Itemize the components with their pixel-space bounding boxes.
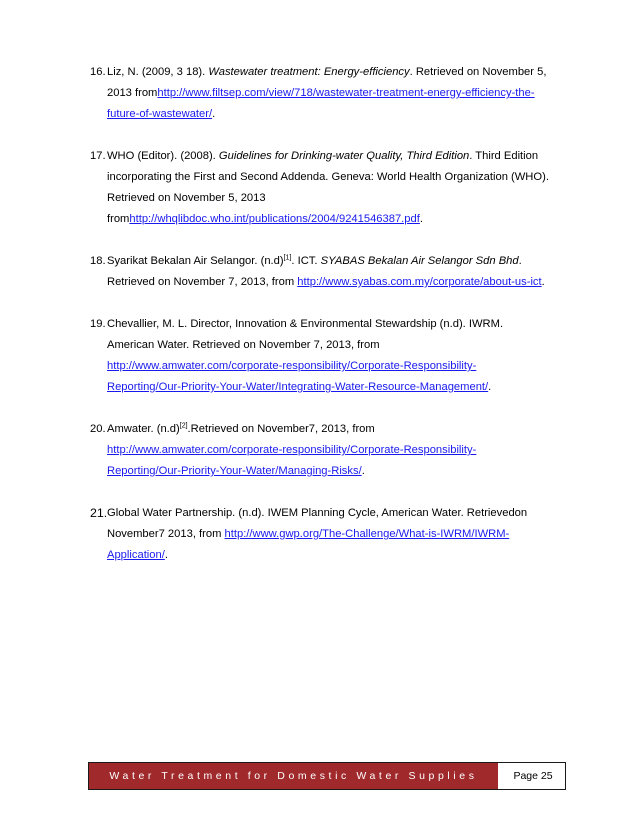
reference-line [107,356,590,377]
reference-number: 20. [90,423,106,435]
ref-title: SYABAS Bekalan Air Selangor Sdn Bhd [320,255,519,267]
ref-title: Wastewater treatment: Energy-efficiency [208,66,410,78]
ref-link[interactable]: http://www.filtsep.com/view/718/wastewater-treatment-energy-efficiency-the- [157,87,535,99]
reference-line [107,146,590,167]
ref-text: 2013 from [107,87,158,99]
ref-text: WHO (Editor). (2008). [107,150,219,162]
ref-link[interactable]: Application/ [107,549,165,561]
ref-text: . [541,276,545,288]
reference-line [107,188,590,209]
reference-number: 19. [90,318,106,330]
ref-text: American Water. Retrieved on November 7, 2013, from [107,339,380,351]
page-number: Page 25 [513,770,553,782]
reference-16 [90,62,590,125]
ref-text: . ICT. [291,255,321,267]
ref-text: . [518,255,522,267]
reference-line [107,209,590,230]
reference-line [107,314,590,335]
reference-19 [90,314,590,398]
ref-text: . Third Edition [469,150,539,162]
ref-text: Chevallier, M. L. Director, Innovation & Environmental Stewardship (n.d). IWRM. [107,318,504,330]
ref-text: . [361,465,365,477]
reference-18 [90,251,590,293]
reference-line [107,335,590,356]
ref-text: Retrieved on November 5, 2013 [107,192,266,204]
ref-text: . [164,549,168,561]
ref-text: Retrieved on November 7, 2013, from [107,276,298,288]
reference-number: 18. [90,255,106,267]
reference-20 [90,419,590,482]
reference-line [107,440,590,461]
reference-line [107,167,590,188]
reference-line [107,272,590,293]
footnote-marker[interactable]: [1] [283,254,292,262]
ref-link[interactable]: Reporting/Our-Priority-Your-Water/Integrating-Water-Resource-Management/ [107,381,489,393]
ref-link[interactable]: http://www.gwp.org/The-Challenge/What-is-IWRM/IWRM- [224,528,510,540]
reference-line [107,83,590,104]
reference-line [107,524,590,545]
footer-title: Water Treatment for Domestic Water Supplies [89,763,501,789]
reference-list [90,62,590,587]
ref-text: Global Water Partnership. (n.d). IWEM Planning Cycle, American Water. Retrievedon [107,507,528,519]
ref-text: . [488,381,492,393]
ref-link[interactable]: future-of-wastewater/ [107,108,213,120]
reference-21 [90,503,590,566]
ref-text: November7 2013, from [107,528,225,540]
ref-text: . [212,108,216,120]
ref-link[interactable]: http://www.syabas.com.my/corporate/about-us-ict [297,276,542,288]
reference-line [107,461,590,482]
ref-text: . Retrieved on November 5, [409,66,547,78]
reference-line [107,377,590,398]
reference-line [107,419,590,440]
footnote-marker[interactable]: [2] [179,422,188,430]
reference-line [107,104,590,125]
ref-link[interactable]: http://www.amwater.com/corporate-responsibility/Corporate-Responsibility- [107,360,477,372]
ref-text: incorporating the First and Second Addenda. Geneva: World Health Organization (WHO). [107,171,549,183]
ref-text: Liz, N. (2009, 3 18). [107,66,209,78]
ref-text: . [419,213,423,225]
ref-text: Amwater. (n.d) [107,423,180,435]
ref-text: from [107,213,130,225]
reference-number: 17. [90,150,106,162]
page-footer [88,762,566,790]
ref-link[interactable]: http://whqlibdoc.who.int/publications/2004/9241546387.pdf [129,213,420,225]
reference-line [107,251,590,272]
reference-number: 16. [90,66,106,78]
ref-link[interactable]: Reporting/Our-Priority-Your-Water/Managing-Risks/ [107,465,362,477]
reference-17 [90,146,590,230]
ref-title: Guidelines for Drinking-water Quality, Third Edition [218,150,470,162]
ref-link[interactable]: http://www.amwater.com/corporate-responsibility/Corporate-Responsibility- [107,444,477,456]
reference-line [107,545,590,566]
ref-text: .Retrieved on November7, 2013, from [187,423,375,435]
reference-line [107,62,590,83]
reference-number: 21. [90,506,108,520]
reference-line [107,503,590,524]
ref-text: Syarikat Bekalan Air Selangor. (n.d) [107,255,284,267]
